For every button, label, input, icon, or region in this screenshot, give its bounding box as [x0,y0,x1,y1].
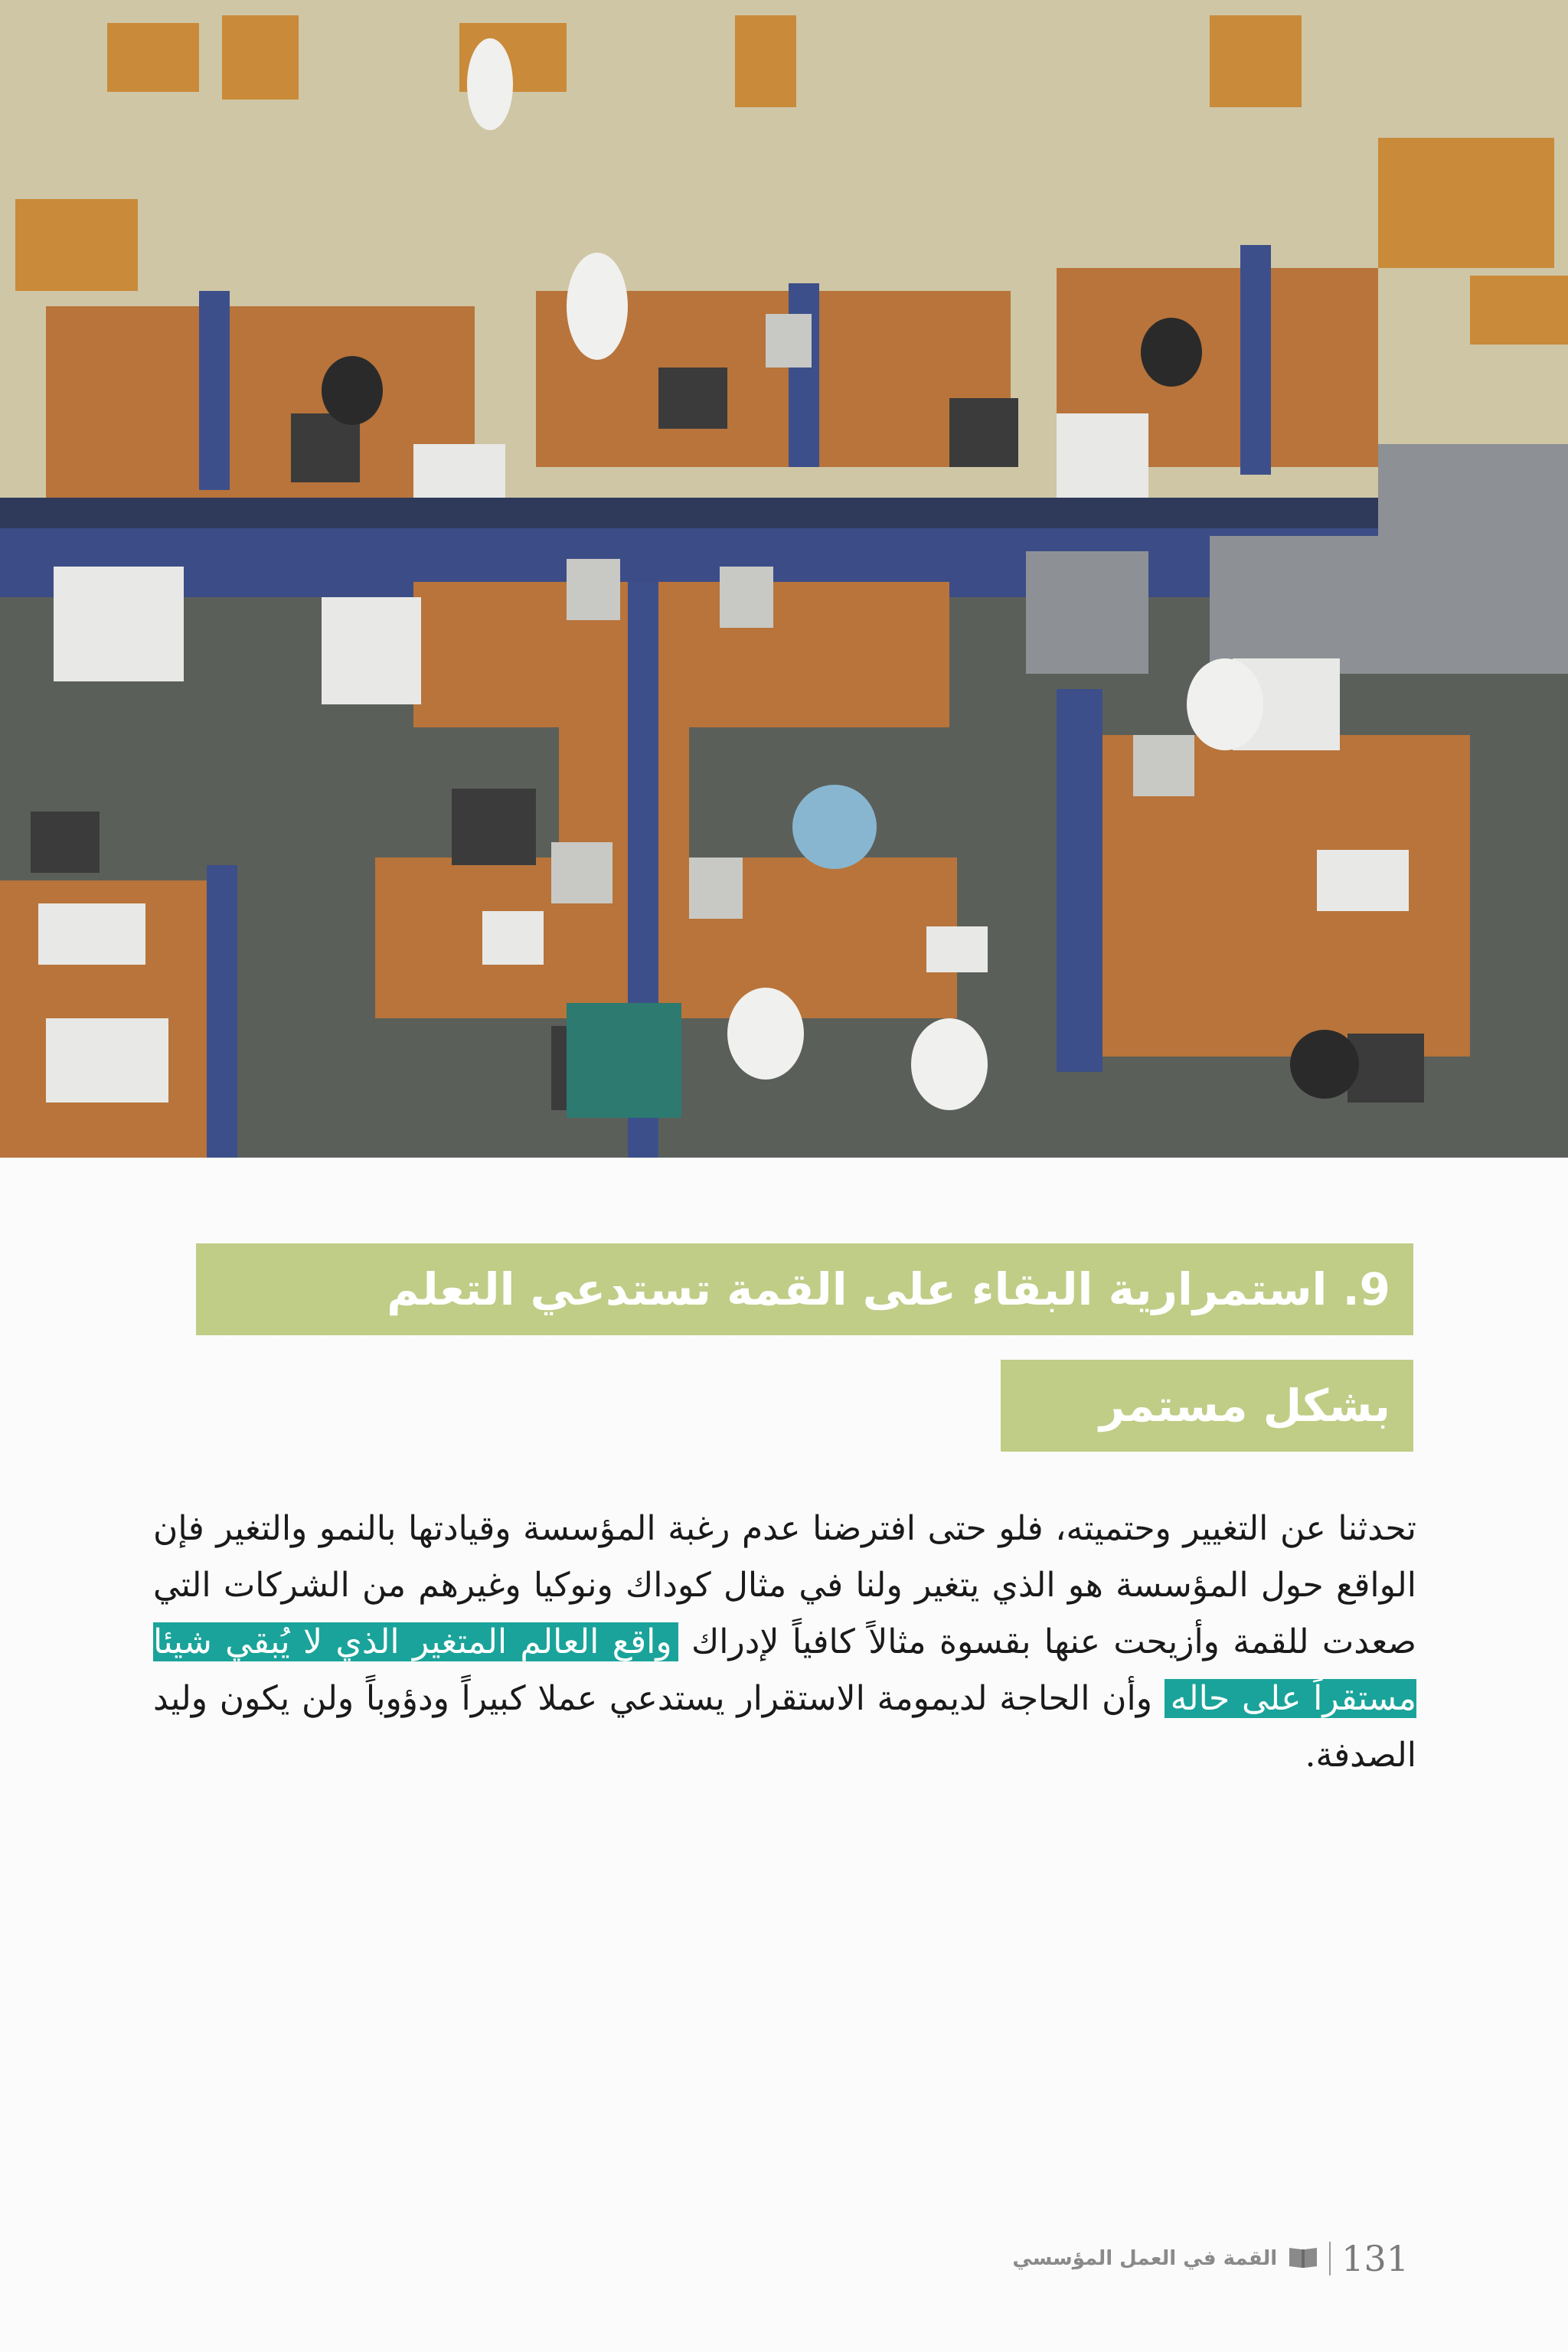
page-footer [1012,2236,1409,2282]
footer-divider [1329,2242,1331,2275]
highlighted-phrase: واقع العالم المتغير الذي لا يُبقي شيئا مستقراً على حاله [153,1622,1416,1718]
book-title: القمة في العمل المؤسسي [1012,2247,1278,2270]
section-heading-line-1: 9. استمرارية البقاء على القمة تستدعي التعلم [196,1243,1413,1335]
page-number: 131 [1341,2238,1409,2279]
body-paragraph [153,1501,1416,1784]
body-text-part-1: تحدثنا عن التغيير وحتميته، فلو حتى افترضنا عدم رغبة المؤسسة وقيادتها بالنمو والتغير فإن الواقع حول المؤسسة هو الذي يتغير ولنا في مثال كوداك ونوكيا وغيرهم من الشركات التي صعدت للقمة وأزيحت عنها بقسوة مثالاً كافياً لإدراك [153,1509,1416,1661]
open-book-icon [1288,2245,1318,2272]
section-heading-line-2: بشكل مستمر [1001,1360,1413,1452]
office-photo [0,0,1568,1158]
body-text-part-2: وأن الحاجة لديمومة الاستقرار يستدعي عملا كبيراً ودؤوباً ولن يكون وليد الصدفة. [153,1679,1416,1775]
